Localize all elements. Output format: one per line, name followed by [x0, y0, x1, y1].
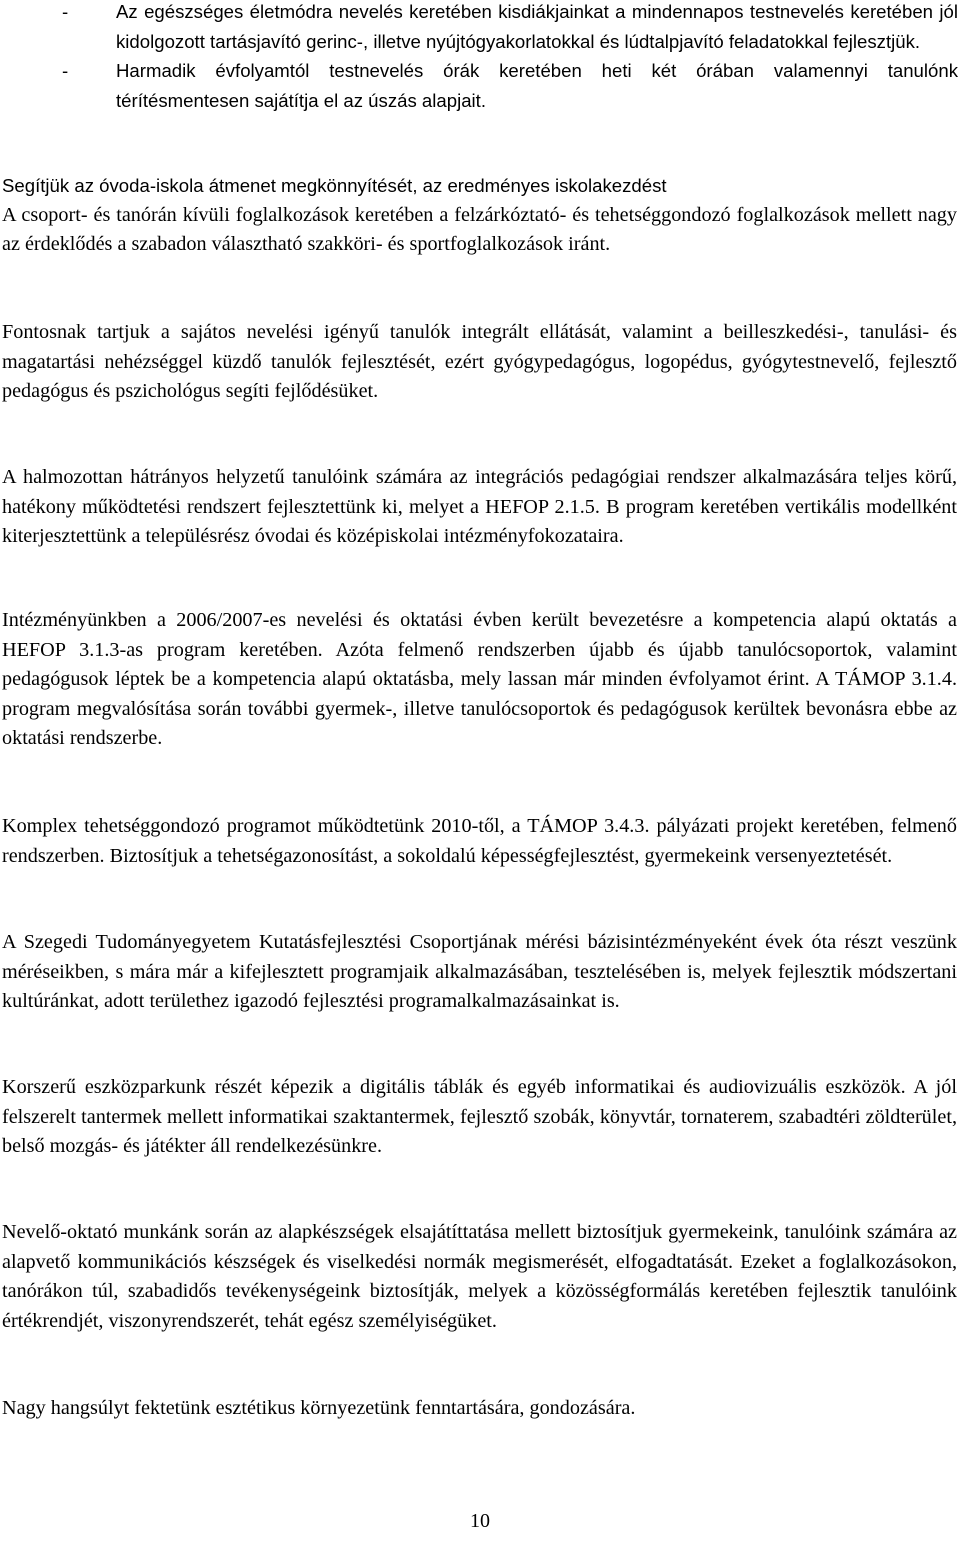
paragraph: A halmozottan hátrányos helyzetű tanulóink számára az integrációs pedagógiai rendszer alkalmazására teljes körű, hatékony működtetési rendszert fejlesztettünk ki, melyet a HEFOP 2.1.5. B program keretében vertikális modellként kiterjesztettünk a településrész óvodai és középiskolai intézményfokozataira. [2, 466, 957, 547]
bullet-dash: - [62, 1, 69, 22]
paragraph: A Szegedi Tudományegyetem Kutatásfejlesztési Csoportjának mérési bázisintézményeként évek óta részt veszünk méréseikben, s mára már a kifejlesztett programjaik alkalmazásában, tesztelésében is, melyek fejlesztik módszertani kultúránkat, adott területhez igazodó fejlesztési programalkalmazásainkat is. [2, 931, 957, 1012]
page-number: 10 [470, 1510, 490, 1532]
paragraph-university [2, 928, 957, 1017]
paragraph: Fontosnak tartjuk a sajátos nevelési igényű tanulók integrált ellátását, valamint a beilleszkedési-, tanulási- és magatartási nehézséggel küzdő tanulók fejlesztését, ezért gyógypedagógus, logopédus, gyógytestnevelő, fejlesztő pedagógus és pszichológus segíti fejlődésüket. [2, 321, 957, 402]
bullet-list [0, 0, 960, 115]
paragraph: Nevelő-oktató munkánk során az alapkészségek elsajátíttatása mellett biztosítjuk gyermekeink, tanulóink számára az alapvető kommunikációs készségek és viselkedési normák megismerését, elfogadtatását. Ezeket a foglalkozásokon, tanórákon túl, szabadidős tevékenységeink biztosítják, melyek a közösségformálás keretében fejlesztik tanulóink értékrendjét, viszonyrendszerét, tehát egész személyiségüket. [2, 1221, 957, 1332]
paragraph: Komplex tehetséggondozó programot működtetünk 2010-től, a TÁMOP 3.4.3. pályázati projekt keretében, felmenő rendszerben. Biztosítjuk a tehetségazonosítást, a sokoldalú képességfejlesztést, gyermekeink versenyeztetését. [2, 815, 957, 867]
paragraph-talent [2, 812, 957, 871]
paragraph: Nagy hangsúlyt fektetünk esztétikus környezetünk fenntartására, gondozására. [2, 1397, 636, 1419]
bullet-text: Harmadik évfolyamtól testnevelés órák keretében heti két órában valamennyi tanulónk térítésmentesen sajátítja el az úszás alapjait. [116, 60, 958, 111]
paragraph-integration [2, 463, 957, 552]
paragraph: Intézményünkben a 2006/2007-es nevelési és oktatási évben került bevezetésre a kompetencia alapú oktatás a HEFOP 3.1.3-as program keretében. Azóta felmenő rendszerben újabb és újabb tanulócsoportok, valamint pedagógusok léptek be a kompetencia alapú oktatásba, mely lassan már minden évfolyamot érint. A TÁMOP 3.1.4. program megvalósítása során további gyermek-, illetve tanulócsoportok és pedagógusok kerültek bevonásra ebbe az oktatási rendszerbe. [2, 609, 957, 749]
bullet-item-swimming [0, 56, 960, 115]
paragraph-special-needs [2, 318, 957, 407]
paragraph-competency [2, 606, 957, 754]
paragraph-education [2, 1218, 957, 1336]
bullet-item-exercise [0, 0, 960, 56]
section-transition [2, 171, 957, 260]
section-heading: Segítjük az óvoda-iskola átmenet megkönnyítését, az eredményes iskolakezdést [2, 175, 667, 196]
bullet-dash: - [62, 60, 69, 81]
paragraph-environment [2, 1394, 957, 1424]
paragraph: A csoport- és tanórán kívüli foglalkozások keretében a felzárkóztató- és tehetséggondozó foglalkozások mellett nagy az érdeklődés a szabadon választható szakköri- és sportfoglalkozások iránt. [2, 203, 957, 255]
bullet-text: Az egészséges életmódra nevelés keretében kisdiákjainkat a mindennapos testnevelés keretében jól kidolgozott tartásjavító gerinc-, illetve nyújtógyakorlatokkal és lúdtalpjavító feladatokkal fejlesztjük. [116, 1, 958, 52]
paragraph: Korszerű eszközparkunk részét képezik a digitális táblák és egyéb informatikai és audiovizuális eszközök. A jól felszerelt tantermek mellett informatikai szaktantermek, fejlesztő szobák, könyvtár, tornaterem, szabadtéri zöldterület, belső mozgás- és játékter áll rendelkezésünkre. [2, 1076, 957, 1157]
paragraph-equipment [2, 1073, 957, 1162]
